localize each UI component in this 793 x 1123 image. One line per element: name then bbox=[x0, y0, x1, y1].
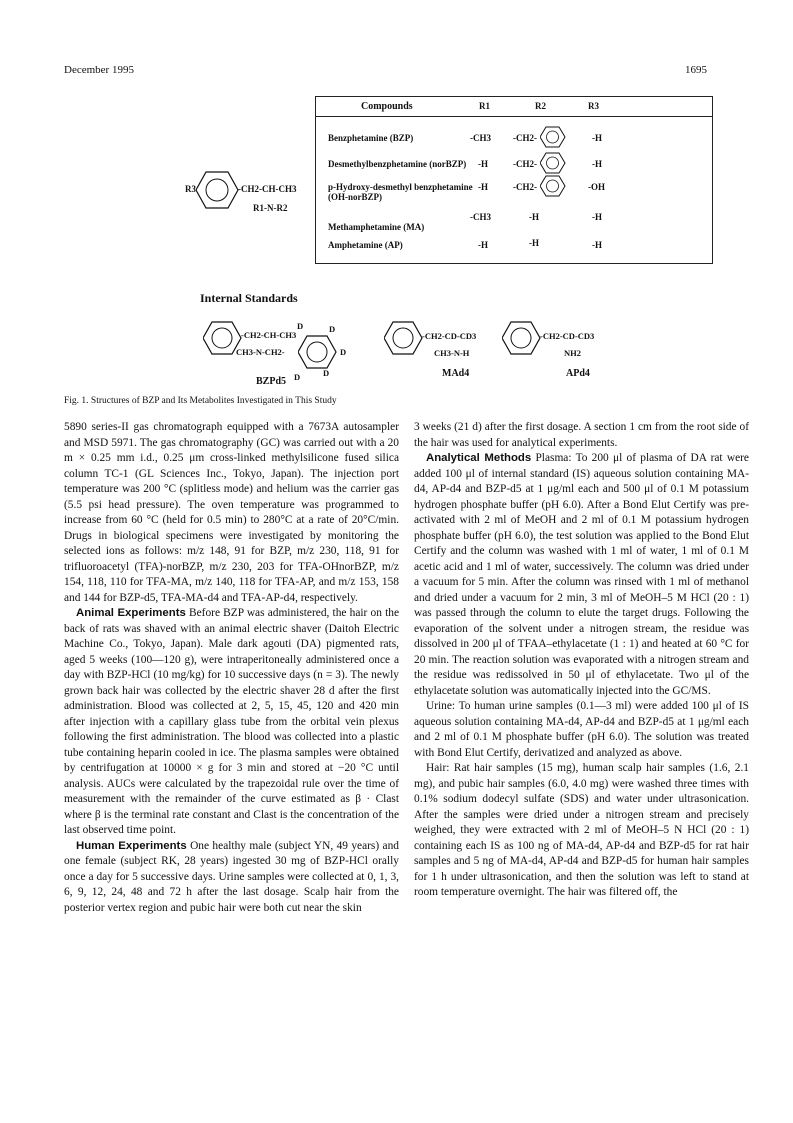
mad4-chain: -CH2-CD-CD3 bbox=[422, 331, 477, 341]
running-date: December 1995 bbox=[64, 64, 134, 76]
benzene-ring-icon bbox=[196, 170, 240, 210]
amine-label: R1-N-R2 bbox=[253, 203, 288, 213]
r2-value: -H bbox=[529, 238, 539, 248]
benzene-ring-icon bbox=[384, 320, 424, 356]
compound-name: p-Hydroxy-desmethyl benzphetamine (OH-norBZP) bbox=[328, 182, 473, 202]
r1-value: -CH3 bbox=[470, 212, 491, 222]
r3-label: R3 bbox=[185, 184, 196, 194]
right-column bbox=[414, 420, 749, 901]
paragraph-text: Before BZP was administered, the hair on the back of rats was shaved with an animal electric shaver (Daitoh Electric Machine Co., Tokyo, Japan). Male dark agouti (DA) pigmented rats, aged 5 weeks (100—120 g), were intraperitoneally administered once a day with BZP-HCl (10 mg/kg) for 10 successive days (n = 3). The newly grown back hair was collected by the electric shaver 28 d after the first administration. Blood was collected at 2, 5, 15, 45, 120 and 420 min after injection with a capillary glass tube from the orbital vein plexus following the first administration. The blood was collected into a plastic tube containing heparin cooled in ice. The plasma samples were obtained by centrifugation at 10000 × g for 3 min and stored at −20 °C until analysis. AUCs were calculated by the trapezoidal rule over the time of measurement with the remainder of the curve estimated as β · Clast where β is the terminal rate constant and Clast is the concentration of the last observed time point. bbox=[64, 607, 399, 836]
compound-name: Desmethylbenzphetamine (norBZP) bbox=[328, 159, 467, 169]
benzene-ring-icon bbox=[502, 320, 542, 356]
bzpd5-label: BZPd5 bbox=[256, 376, 287, 387]
r3-value: -H bbox=[592, 133, 602, 143]
r1-value: -H bbox=[478, 182, 488, 192]
r3-value: -H bbox=[592, 159, 602, 169]
paragraph-text: Plasma: To 200 μl of plasma of DA rat were added 100 μl of internal standard (IS) aqueous solution containing MA-d4, AP-d4 and BZP-d5 at 1 μg/ml each and 500 μl of 0.1 M potassium hydrogen phosphate buffer (pH 6.0). After a Bond Elut Certify was pre-activated with 2 ml of MeOH and 2 ml of 0.1 M potassium hydrogen phosphate buffer (pH 6.0), the test solution was applied to the Bond Elut Certify and the column was washed with 1 ml of water, 1 ml of 0.1 M acetic acid and 1 ml of water, successively. The column was dried under a vacuum for 5 min. After the column was rinsed with 1 ml of methanol and dried under a vacuum for 2 min, 3 ml of MeOH–5 M HCl (20 : 1) was passed through the column to elute the target drugs. Following the evaporation of the solvent under a nitrogen stream, the residue was dissolved in 200 μl of TFAA–ethylacetate (1 : 1) and heated at 60 °C for 20 min. The reaction solution was evaporated with a nitrogen stream and the residue was redissolved in 50 μl of ethylacetate. Two μl of the ethylacetate solution was automatically injected into the GC/MS. bbox=[414, 452, 749, 697]
benzene-ring-icon bbox=[540, 152, 566, 174]
mad4-amine: CH3-N-H bbox=[434, 348, 470, 358]
paragraph-text: 5890 series-II gas chromatograph equipped with a 7673A autosampler and MSD 5971. The gas chromatography (GC) was carried out with a 20 m × 0.25 mm i.d., 0.25 μm cross-linked methylsilicone fused silica column TC-1 (GL Sciences Inc., Tokyo, Japan). The injection port temperature was 200 °C (splitless mode) and helium was the carrier gas (5.5 psi head pressure). The oven temperature was programmed to increase from 60 °C (held for 0.5 min) to 280°C at a rate of 20°C/min. Drugs in biological specimens were investigated by monitoring the selected ions as follows: m/z 148, 91 for BZP, m/z 230, 118, 91 for trifluoroacetyl (TFA)-norBZP, m/z 230, 203 for TFA-OHnorBZP, m/z 154, 118, 110 for TFA-MA, m/z 140, 118 for TFA-AP, and m/z 153, 158 and 144 for BZP-d5, TFA-MA-d4 and TFA-AP-d4, respectively. bbox=[64, 421, 399, 604]
benzene-ring-icon bbox=[540, 126, 566, 148]
deuterium-label: D bbox=[294, 372, 301, 382]
r1-value: -H bbox=[478, 240, 488, 250]
r3-value: -OH bbox=[588, 182, 605, 192]
deuterium-label: D bbox=[340, 347, 347, 357]
r2-value: -H bbox=[529, 212, 539, 222]
paragraph bbox=[414, 420, 749, 451]
benzene-ring-icon bbox=[540, 175, 566, 197]
chain-label: -CH2-CH-CH3 bbox=[238, 184, 297, 194]
mad4-label: MAd4 bbox=[442, 368, 470, 379]
paragraph-text: Urine: To human urine samples (0.1—3 ml) were added 100 μl of IS aqueous solution containing MA-d4, AP-d4 and BZP-d5 at 1 μg/ml each and 2 ml of 0.1 M phosphate buffer (pH 6.0). The solution was treated with Bond Elut Certify, derivatized and analyzed as above. bbox=[414, 700, 749, 759]
table-header-row bbox=[316, 97, 712, 117]
apd4-chain: -CH2-CD-CD3 bbox=[540, 331, 595, 341]
r1-value: -CH3 bbox=[470, 133, 491, 143]
r1-value: -H bbox=[478, 159, 488, 169]
paragraph bbox=[64, 420, 399, 606]
table-header-r1: R1 bbox=[479, 101, 490, 111]
compound-name: Benzphetamine (BZP) bbox=[328, 133, 414, 143]
paragraph bbox=[414, 761, 749, 901]
page-number: 1695 bbox=[685, 64, 707, 76]
deuterium-label: D bbox=[297, 321, 304, 331]
bzpd5-chain: -CH2-CH-CH3 bbox=[241, 330, 297, 340]
table-header-r2: R2 bbox=[535, 101, 546, 111]
r2-value: -CH2- bbox=[513, 182, 537, 192]
paragraph bbox=[414, 451, 749, 699]
compound-name: Amphetamine (AP) bbox=[328, 240, 403, 250]
section-heading: Analytical Methods bbox=[426, 452, 532, 464]
section-heading: Human Experiments bbox=[76, 839, 187, 852]
compound-name: Methamphetamine (MA) bbox=[328, 222, 425, 232]
paragraph-text: Hair: Rat hair samples (15 mg), human scalp hair samples (1.6, 2.1 mg), and pubic hair samples (6.0, 4.0 mg) were washed three times with 0.1% sodium dodecyl sulfate (SDS) and water under ultrasonication. After the samples were dried under a nitrogen stream and precisely weighed, they were extracted with 2 ml of MeOH–5 N HCl (20 : 1) containing each IS as 100 ng of MA-d4, AP-d4 and BZP-d5 for rat hair samples and 5 ng of MA-d4, AP-d4 and BZP-d5 for human hair samples for 1 h under ultrasonication, and then the solution was left to stand at room temperature overnight. The hair was filtered off, the bbox=[414, 762, 749, 898]
r2-value: -CH2- bbox=[513, 133, 537, 143]
paragraph-text: 3 weeks (21 d) after the first dosage. A section 1 cm from the root side of the hair was used for analytical experiments. bbox=[414, 421, 749, 449]
compounds-table bbox=[315, 96, 713, 264]
paragraph bbox=[414, 699, 749, 761]
paragraph-text: One healthy male (subject YN, 49 years) and one female (subject RK, 28 years) ingested 30 mg of BZP-HCl orally once a day for 5 successive days. Urine samples were collected at 0, 1, 3, 6, 9, 12, 24, 48 and 72 h after the last dosage. Scalp hair from the posterior vertex region and pubic hair were both cut near the skin bbox=[64, 839, 399, 914]
deuterium-label: D bbox=[323, 368, 330, 378]
table-header-compounds: Compounds bbox=[361, 101, 413, 112]
r3-value: -H bbox=[592, 240, 602, 250]
r3-value: -H bbox=[592, 212, 602, 222]
deuterated-ring-icon bbox=[298, 334, 338, 370]
bzpd5-amine: CH3-N-CH2- bbox=[236, 347, 285, 357]
left-column bbox=[64, 420, 399, 916]
apd4-label: APd4 bbox=[566, 368, 590, 379]
figure-caption: Fig. 1. Structures of BZP and Its Metabolites Investigated in This Study bbox=[64, 396, 337, 406]
apd4-amine: NH2 bbox=[564, 348, 581, 358]
section-heading: Animal Experiments bbox=[76, 607, 186, 619]
deuterium-label: D bbox=[329, 324, 336, 334]
table-header-r3: R3 bbox=[588, 101, 599, 111]
paragraph bbox=[64, 606, 399, 839]
r2-value: -CH2- bbox=[513, 159, 537, 169]
paragraph bbox=[64, 839, 399, 917]
internal-standards-title: Internal Standards bbox=[200, 291, 298, 305]
